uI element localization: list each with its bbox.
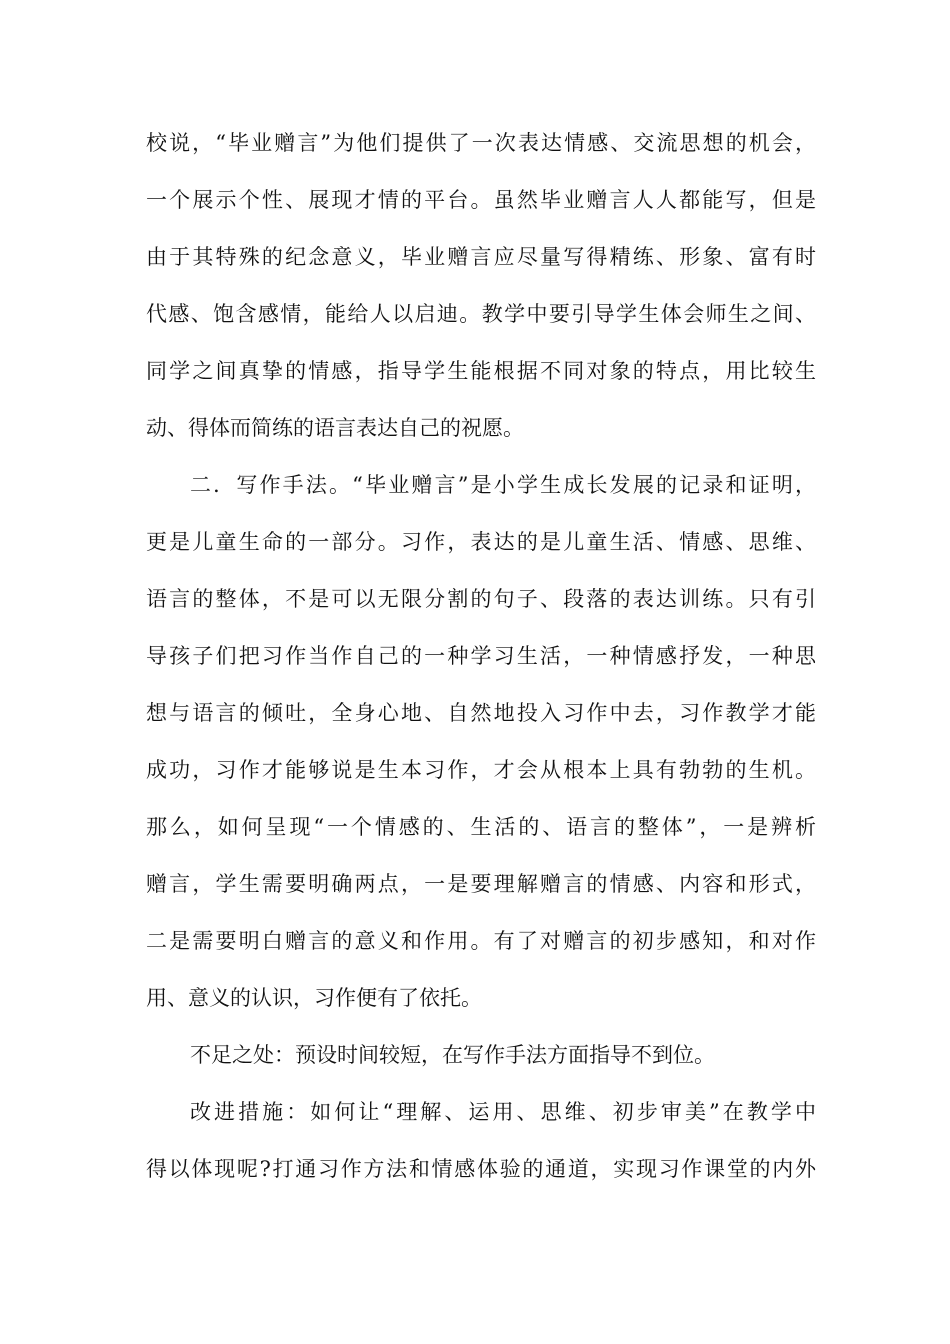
text-line-15: 二是需要明白赠言的意义和作用。有了对赠言的初步感知，和对作 [146,929,816,953]
text-line-16: 用、意义的认识，习作便有了依托。 [146,986,482,1010]
section-two-heading-line: 二．写作手法。“毕业赠言”是小学生成长发展的记录和证明， [190,473,816,497]
text-line-3: 由于其特殊的纪念意义，毕业赠言应尽量写得精练、形象、富有时 [146,245,816,269]
text-line-13: 那么，如何呈现“一个情感的、生活的、语言的整体”，一是辨析 [146,815,816,839]
text-line-6: 动、得体而简练的语言表达自己的祝愿。 [146,416,524,440]
text-line-12: 成功，习作才能够说是生本习作，才会从根本上具有勃勃的生机。 [146,758,816,782]
shortcomings-line: 不足之处：预设时间较短，在写作手法方面指导不到位。 [190,1043,715,1067]
text-line-5: 同学之间真挚的情感，指导学生能根据不同对象的特点，用比较生 [146,359,816,383]
text-line-14: 赠言，学生需要明确两点，一是要理解赠言的情感、内容和形式， [146,872,816,896]
improvement-line: 改进措施：如何让“理解、运用、思维、初步审美”在教学中 [190,1100,816,1124]
text-line-10: 导孩子们把习作当作自己的一种学习生活，一种情感抒发，一种思 [146,644,816,668]
text-line-19: 得以体现呢?打通习作方法和情感体验的通道，实现习作课堂的内外 [146,1157,816,1181]
text-line-8: 更是儿童生命的一部分。习作，表达的是儿童生活、情感、思维、 [146,530,816,554]
text-line-11: 想与语言的倾吐，全身心地、自然地投入习作中去，习作教学才能 [146,701,816,725]
text-line-4: 代感、饱含感情，能给人以启迪。教学中要引导学生体会师生之间、 [146,302,816,326]
text-line-2: 一个展示个性、展现才情的平台。虽然毕业赠言人人都能写，但是 [146,188,816,212]
text-line-9: 语言的整体，不是可以无限分割的句子、段落的表达训练。只有引 [146,587,816,611]
text-line-1: 校说，“毕业赠言”为他们提供了一次表达情感、交流思想的机会， [146,131,816,155]
